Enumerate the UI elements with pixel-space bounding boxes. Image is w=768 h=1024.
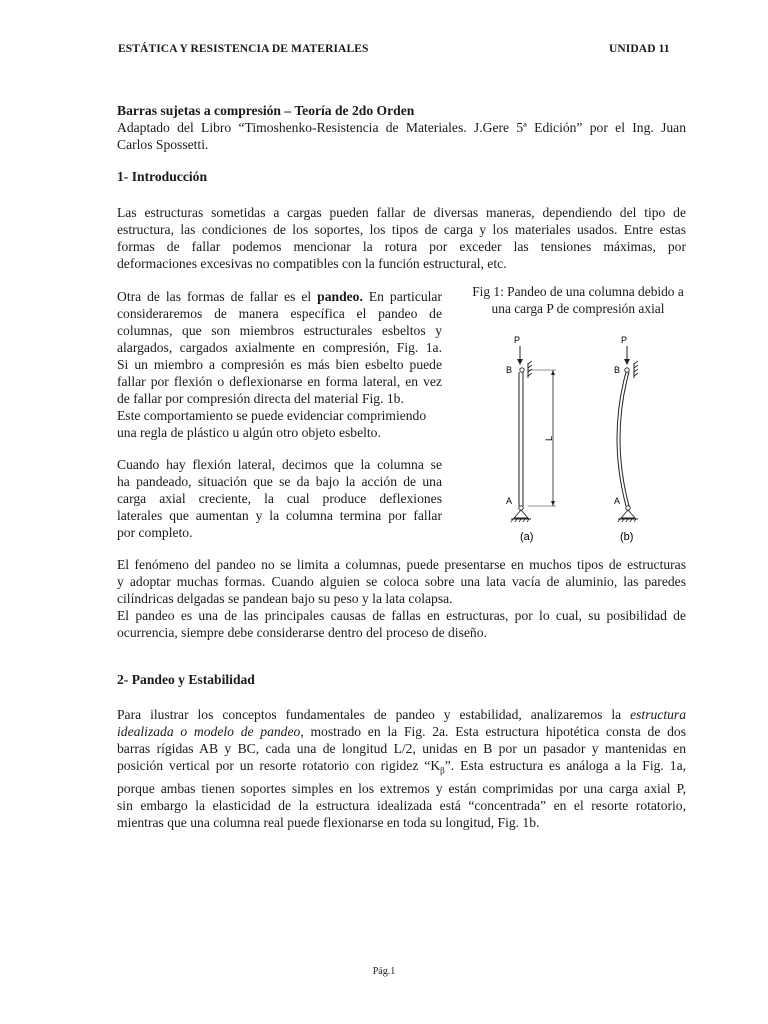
text-line: porque ambas tienen soportes simples en los extremos y están comprimidas por una carga axial P,: [117, 780, 686, 796]
section-heading: 2- Pandeo y Estabilidad: [117, 672, 255, 687]
text-line: barras rígidas AB y BC, cada una de longitud L/2, unidas en B por un pasador y mantenidas en: [117, 741, 686, 756]
arrowhead-b: [624, 359, 630, 365]
text-line: cilíndricas delgadas se pandean bajo su peso y la lata colapsa.: [117, 591, 453, 606]
text-line: formas de fallar podemos mencionar la rotura por exceder las tensiones máximas, por: [117, 239, 686, 254]
text-line: deformaciones excesivas no compatibles con la función estructural, etc.: [117, 256, 507, 271]
text-run: En particular: [362, 289, 442, 304]
text-line: sin embargo la elasticidad de la estructura idealizada está “concentrada” en el resorte rotatorio,: [117, 797, 686, 813]
wall-hatch-b: [634, 361, 638, 376]
text-run: ”. Esta estructura es análoga a la Fig. 1a,: [444, 758, 687, 773]
text-line: Las estructuras sometidas a cargas pueden fallar de diversas maneras, dependiendo del tipo de: [117, 205, 686, 220]
support-a: [514, 510, 528, 518]
text-line: estructura, las condiciones de los soportes, los tipos de carga y los materiales usados. Entre estas: [117, 222, 686, 237]
text-line: de fallar por compresión directa del material Fig. 1b.: [117, 391, 404, 406]
header-title: ESTÁTICA Y RESISTENCIA DE MATERIALES: [118, 43, 369, 55]
text-line: y adoptar muchas formas. Cuando alguien se coloca sobre una lata vacía de aluminio, las paredes: [117, 574, 686, 589]
point-a-label-a: A: [506, 496, 513, 506]
arrowhead-a: [517, 359, 523, 365]
text-line: consideraremos de manera específica el pandeo de: [117, 306, 442, 321]
point-b-label-b: B: [614, 365, 621, 375]
text-line: [117, 706, 686, 723]
document-title: Barras sujetas a compresión – Teoría de 2do Orden: [117, 103, 415, 118]
text-line: [117, 723, 686, 740]
text-line: mientras que una columna real puede flexionarse en toda su longitud, Fig. 1b.: [117, 814, 540, 830]
figure-caption: [458, 283, 698, 317]
column-b: [614, 335, 638, 522]
text-line: [117, 288, 442, 305]
text-line: Este comportamiento se puede evidenciar comprimiendo: [117, 408, 427, 423]
credit-line: Adaptado del Libro “Timoshenko-Resistencia de Materiales. J.Gere 5ª Edición” por el Ing. Juan: [117, 120, 686, 135]
pin-b-a: [520, 368, 524, 372]
subfigure-a-label: (a): [520, 531, 534, 543]
paragraph: [117, 456, 442, 541]
text-line: una regla de plástico u algún otro objeto esbelto.: [117, 425, 381, 440]
length-label: L: [544, 435, 554, 441]
paragraph: [117, 706, 686, 831]
text-line: por completo.: [117, 525, 193, 540]
caption-line: una carga P de compresión axial: [491, 301, 665, 316]
subfigure-b-label: (b): [620, 531, 634, 543]
title-block: [117, 102, 686, 153]
text-run: , mostrado en la Fig. 2a. Esta estructura hipotética consta de dos: [300, 724, 686, 739]
page-number: Pág.1: [372, 966, 396, 977]
header-unit: UNIDAD 11: [609, 43, 670, 55]
caption-line: Fig 1: Pandeo de una columna debido a: [472, 284, 684, 299]
load-label-a: P: [514, 335, 521, 345]
text-run: Para ilustrar los conceptos fundamentales de pandeo y estabilidad, analizaremos la: [117, 707, 631, 722]
paragraph: [117, 556, 686, 641]
italic-term: estructura: [630, 707, 686, 722]
text-line: ha pandeado, situación que se da bajo la acción de una: [117, 474, 442, 489]
point-a-label-b: A: [614, 496, 621, 506]
pin-b-b: [625, 368, 629, 372]
text-run: Otra de las formas de fallar es el: [117, 289, 318, 304]
text-line: [117, 757, 686, 780]
section-heading: 1- Introducción: [117, 169, 208, 184]
text-line: El pandeo es una de las principales causas de fallas en estructuras, por lo cual, su posibilidad de: [117, 608, 686, 623]
text-run: posición vertical por un resorte rotatorio con rigidez “K: [117, 758, 441, 773]
text-line: alargados, cargados axialmente en compresión, Fig. 1a.: [117, 340, 442, 355]
point-b-label-a: B: [506, 365, 513, 375]
load-label-b: P: [621, 335, 628, 345]
column-a: [506, 335, 556, 522]
paragraph: [117, 288, 442, 441]
text-line: columnas, que son miembros estructurales esbeltos y: [117, 323, 442, 338]
text-line: El fenómeno del pandeo no se limita a columnas, puede presentarse en muchos tipos de estructuras: [117, 557, 686, 572]
column-buckling-figure: [490, 328, 680, 546]
credit-line: Carlos Spossetti.: [117, 137, 209, 152]
dim-arrow-bottom: [551, 501, 555, 506]
text-line: laterales que aumentan y la columna termina por fallar: [117, 508, 442, 523]
text-line: carga axial creciente, la cual produce deflexiones: [117, 491, 442, 506]
text-line: fallar por flexión o deflexionarse en forma lateral, en vez: [117, 374, 442, 389]
subscript: β: [440, 765, 445, 776]
support-b: [621, 510, 635, 518]
dim-arrow-top: [551, 370, 555, 375]
text-line: ocurrencia, siempre debe considerarse dentro del proceso de diseño.: [117, 625, 487, 640]
text-line: Cuando hay flexión lateral, decimos que la columna se: [117, 457, 442, 472]
wall-hatch-a: [528, 361, 532, 376]
pandeo-term: pandeo.: [317, 289, 363, 304]
text-line: Si un miembro a compresión es más bien esbelto puede: [117, 357, 442, 372]
paragraph: [117, 204, 686, 272]
italic-term: idealizada o modelo de pandeo: [117, 724, 301, 739]
